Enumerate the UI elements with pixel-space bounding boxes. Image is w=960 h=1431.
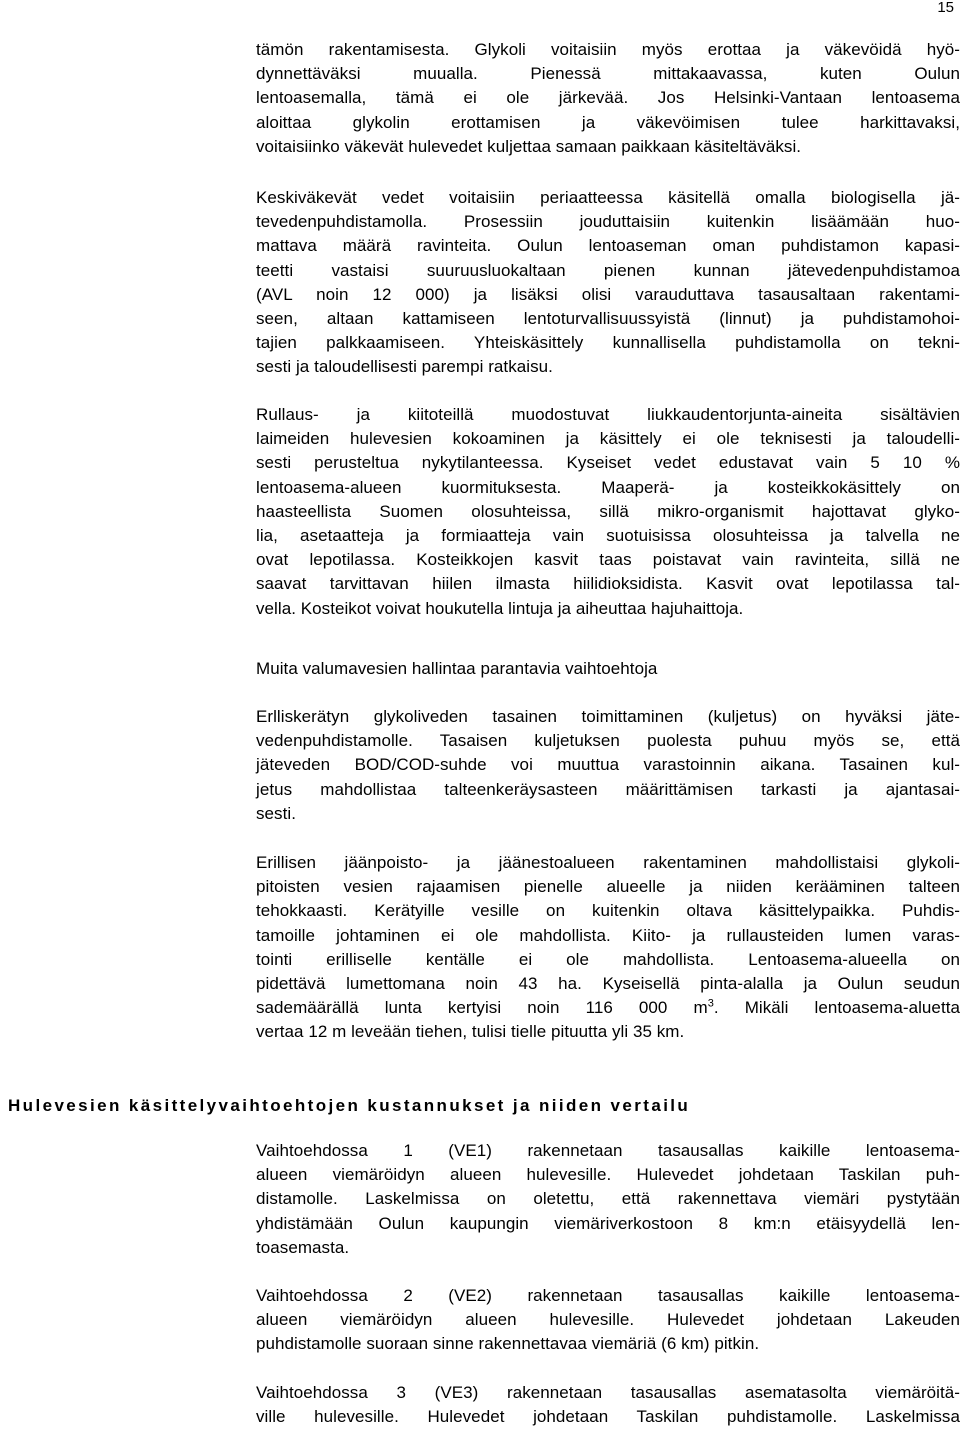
text-line: puhdistamolle suoraan sinne rakennettavaa viemäriä (6 km) pitkin. (256, 1334, 760, 1354)
text-line: ville hulevesille. Hulevedet johdetaan Taskilan puhdistamolle. Laskelmissa (256, 1407, 960, 1427)
paragraph-separate-collection (256, 705, 960, 826)
text-line: alueen viemäröidyn alueen hulevesille. Hulevedet johdetaan Taskilan puh- (256, 1165, 960, 1185)
text-line: pitoisten vesien rajaamisen pienelle alueelle ja niiden kerääminen talteen (256, 877, 960, 897)
text-line: Keskiväkevät vedet voitaisiin periaatteessa käsitellä omalla biologisella jä- (256, 188, 960, 207)
text-line: vella. Kosteikot voivat houkutella lintuja ja aiheuttaa hajuhaittoja. (256, 598, 744, 618)
text-line: sesti. (256, 803, 296, 823)
text-line: tevedenpuhdistamolla. Prosessiin jouduttaisiin kuitenkin lisäämään huo- (256, 212, 960, 232)
text-line: tamoille johtaminen ei ole mahdollista. Kiito- ja rullausteiden lumen varas- (256, 925, 960, 945)
text-line: laimeiden hulevesien kokoaminen ja käsittely ei ole teknisesti ja taloudelli- (256, 429, 960, 449)
paragraph-ve3 (256, 1381, 960, 1429)
text-line: Vaihtoehdossa 1 (VE1) rakennetaan tasausallas kaikille lentoasema- (256, 1141, 960, 1160)
text-line: haasteellista Suomen olosuhteissa, sillä mikro-organismit hajottavat glyko- (256, 501, 960, 521)
text-line: aloittaa glykolin erottamisen ja väkevöimisen tulee harkittavaksi, (256, 112, 960, 132)
text-line: pidettävä lumettomana noin 43 ha. Kyseisellä pinta-alalla ja Oulun seudun (256, 974, 960, 994)
text-line: lia, asetaatteja ja formiaatteja vain suotuisissa olosuhteissa ja talvella ne (256, 526, 960, 546)
paragraph-glycol-separation (256, 38, 960, 159)
text-line: saavat tarvittavan hiilen ilmasta hiilidioksidista. Kasvit ovat lepotilassa tal- (256, 574, 960, 594)
text-line: vedenpuhdistamolle. Tasaisen kuljetuksen puolesta puhuu myös se, että (256, 731, 960, 751)
text-line: alueen viemäröidyn alueen hulevesille. Hulevedet johdetaan Lakeuden (256, 1310, 960, 1330)
paragraph-ve1 (256, 1139, 960, 1260)
section-heading: Hulevesien käsittelyvaihtoehtojen kustannukset ja niiden vertailu (8, 1096, 691, 1115)
text-line: Muita valumavesien hallintaa parantavia vaihtoehtoja (256, 659, 658, 678)
text-line: lentoasemalla, tämä ei ole järkevää. Jos Helsinki-Vantaan lentoasema (256, 88, 960, 108)
text-line: jetus mahdollistaa talteenkeräysasteen määrittämisen tarkasti ja ajantasai- (256, 779, 960, 799)
paragraph-biological-treatment (256, 186, 960, 380)
text-line: Rullaus- ja kiitoteillä muodostuvat liukkaudentorjunta-aineita sisältävien (256, 405, 960, 424)
text-line: toasemasta. (256, 1237, 350, 1257)
text-line: tämön rakentamisesta. Glykoli voitaisiin myös erottaa ja väkevöidä hyö- (256, 40, 960, 59)
text-line: tajien palkkaamiseen. Yhteiskäsittely kunnallisella puhdistamolla on tekni- (256, 333, 960, 353)
paragraph-runway-runoff (256, 403, 960, 621)
text-line: dynnettäväksi muualla. Pienessä mittakaavassa, kuten Oulun (256, 64, 960, 84)
text-line: Erlliskerätyn glykoliveden tasainen toimittaminen (kuljetus) on hyväksi jäte- (256, 707, 960, 726)
text-line: vertaa 12 m leveään tiehen, tulisi tielle pituutta yli 35 km. (256, 1022, 685, 1042)
text-line-with-superscript (256, 996, 960, 1020)
text-segment: sademäärällä lunta kertyisi noin 116 000 m (256, 998, 708, 1018)
page-number: 15 (937, 0, 954, 16)
text-line: sesti ja taloudellisesti parempi ratkaisu. (256, 357, 553, 377)
text-line: sesti perusteltua nykytilanteessa. Kyseiset vedet edustavat vain 5 10 % (256, 453, 960, 473)
text-line: tointi erilliselle kentälle ei ole mahdollista. Lentoasema-alueella on (256, 949, 960, 969)
text-line: tehokkaasti. Kerätyille vesille on kuitenkin oltava käsittelypaikka. Puhdis- (256, 901, 960, 921)
subheading-other-options (256, 657, 960, 681)
text-line: seen, altaan kattamiseen lentoturvallisuussyistä (linnut) ja puhdistamohoi- (256, 309, 960, 329)
text-line: lentoasema-alueen kuormituksesta. Maaperä- ja kosteikkokäsittely on (256, 477, 960, 497)
text-line: jäteveden BOD/COD-suhde voi muuttua varastoinnin aikana. Tasainen kul- (256, 755, 960, 775)
text-line: ovat lepotilassa. Kosteikkojen kasvit taas poistavat vain ravinteita, sillä ne (256, 550, 960, 570)
text-line: mattava määrä ravinteita. Oulun lentoaseman oman puhdistamon kapasi- (256, 236, 960, 256)
paragraph-deicing-area (256, 851, 960, 1045)
text-line: Vaihtoehdossa 3 (VE3) rakennetaan tasausallas asematasolta viemäröitä- (256, 1383, 960, 1402)
text-line: distamolle. Laskelmissa on oletettu, että rakennettava viemäri pystytään (256, 1189, 960, 1209)
paragraph-ve2 (256, 1284, 960, 1357)
text-line: Vaihtoehdossa 2 (VE2) rakennetaan tasausallas kaikille lentoasema- (256, 1286, 960, 1305)
superscript: 3 (707, 997, 714, 1010)
text-line: Erillisen jäänpoisto- ja jäänestoalueen rakentaminen mahdollistaisi glykoli- (256, 853, 960, 872)
text-line: teetti vastaisi suuruusluokaltaan pienen kunnan jätevedenpuhdistamoa (256, 260, 960, 280)
text-line: (AVL noin 12 000) ja lisäksi olisi varauduttava tasausaltaan rakentami- (256, 284, 960, 304)
text-line: yhdistämään Oulun kaupungin viemäriverkostoon 8 km:n etäisyydellä len- (256, 1213, 960, 1233)
text-line: voitaisiinko väkevät hulevedet kuljettaa samaan paikkaan käsiteltäväksi. (256, 136, 802, 156)
text-segment: . Mikäli lentoasema-aluetta (713, 998, 960, 1018)
